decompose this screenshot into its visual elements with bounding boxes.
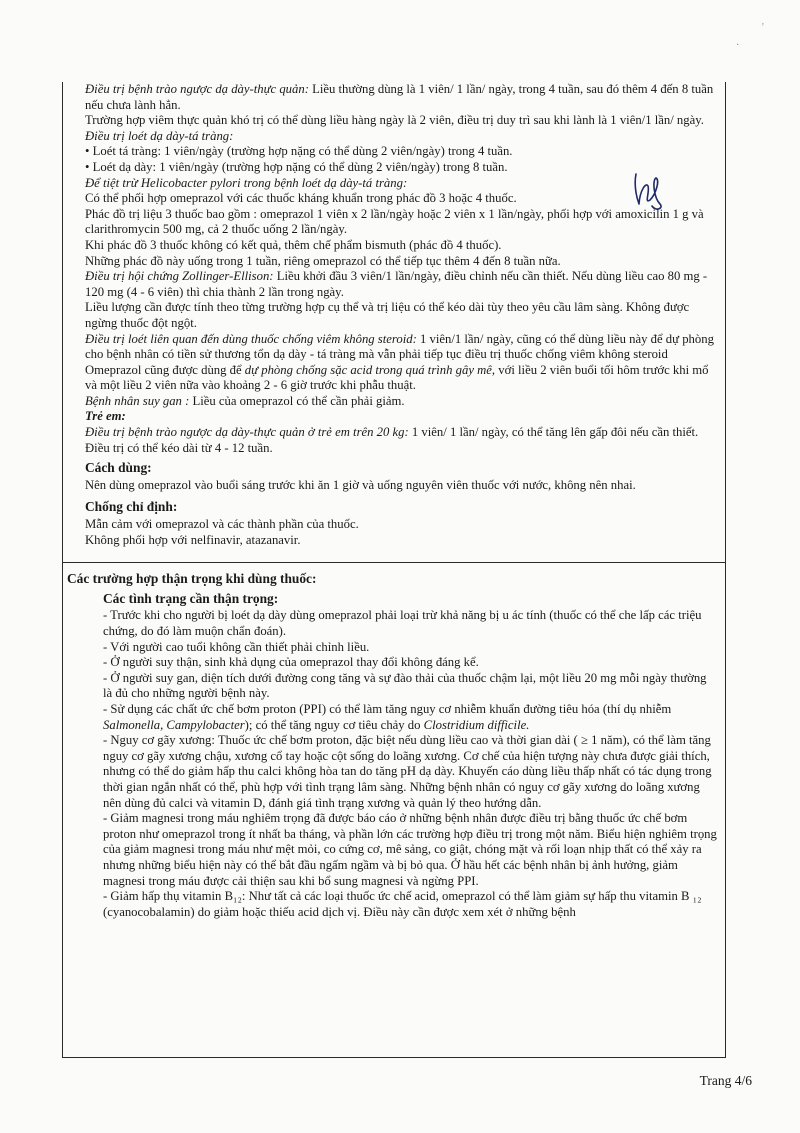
caution-paragraph: [85, 889, 717, 920]
paragraph: [85, 363, 717, 394]
caution-paragraph: [85, 811, 717, 889]
paragraph: [85, 478, 717, 494]
scan-speck: ·: [736, 40, 740, 51]
paragraph: [85, 191, 717, 207]
paragraph: [85, 129, 717, 145]
caution-paragraph: [85, 655, 717, 671]
text-run: - Giảm magnesi trong máu nghiêm trọng đã được báo cáo ở những bệnh nhân được điều trị bằng thuốc ức chế bơm proton như omeprazol trong ít nhất ba tháng, và phần lớn các trường hợp điều trị trong một năm. Biểu hiện nghiêm trọng của giảm magnesi trong máu như mệt mỏi, co cứng cơ, mê sảng, co giật, chóng mặt và rối loạn nhịp thất có thể xảy ra nhưng những biểu hiện này có thể bắt đầu ngấm ngầm và bị bỏ qua. Ở hầu hết các bệnh nhân bị ảnh hưởng, giảm magnesi trong máu được cải thiện sau khi bổ sung magnesi và ngừng PPI.: [103, 811, 717, 888]
text-run: Khi phác đồ 3 thuốc không có kết quả, thêm chế phẩm bismuth (phác đồ 4 thuốc).: [85, 237, 502, 252]
section-heading: [85, 499, 717, 515]
caution-paragraph: [85, 671, 717, 702]
italic-text: Bệnh nhân suy gan :: [85, 393, 190, 408]
text-run: Các tình trạng cần thận trọng:: [103, 590, 279, 606]
scan-speck: ': [762, 22, 764, 33]
italic-text: Clostridium difficile.: [423, 717, 530, 732]
text-run: Liều của omeprazol có thể cần phải giảm.: [189, 393, 405, 408]
paragraph: [85, 332, 717, 363]
text-run: Liều lượng cần được tính theo từng trường hợp cụ thể và trị liệu có thể kéo dài tùy theo yêu cầu lâm sàng. Không được ngừng thuốc đột ngột.: [85, 300, 690, 330]
paragraph: [85, 533, 717, 549]
text-run: Chống chỉ định:: [85, 499, 178, 515]
italic-text: Salmonella, Campylobacter: [103, 717, 245, 732]
italic-text: Điều trị loét liên quan đến dùng thuốc chống viêm không steroid:: [85, 331, 417, 346]
paragraph: [85, 394, 717, 410]
paragraph: [85, 425, 717, 456]
text-run: Nên dùng omeprazol vào buổi sáng trước khi ăn 1 giờ và uống nguyên viên thuốc với nước, không nên nhai.: [85, 477, 636, 492]
text-run: - Giảm hấp thụ vitamin B₁₂: Như tất cả các loại thuốc ức chế acid, omeprazol có thể làm giảm sự hấp thu vitamin B ₁₂ (cyanocobalamin) do giảm hoặc thiếu acid dịch vị. Điều này cần được xem xét ở những bệnh: [103, 889, 702, 919]
text-run: Omeprazol cũng được dùng để: [85, 362, 245, 377]
text-run: Loét dạ dày: 1 viên/ngày (trường hợp nặng có thể dùng 2 viên/ngày) trong 8 tuần.: [92, 159, 508, 174]
text-run: - Nguy cơ gãy xương: Thuốc ức chế bơm proton, đặc biệt nếu dùng liều cao và thời gian dài ( ≥ 1 năm), có thể làm tăng nguy cơ gãy xương chậu, xương cổ tay hoặc cột sống do loãng xương. Cơ chế của hiện tượng này chưa được giải thích, nhưng có thể do giảm hấp thu calci không hòa tan do tăng pH dạ dày. Khuyến cáo dùng liều thấp nhất có tác dụng trong thời gian ngắn nhất có thể, phù hợp với tình trạng lâm sàng. Những bệnh nhân có nguy cơ gãy xương do loãng xương nên dùng đủ calci và vitamin D, đánh giá tình trạng xương và quản lý theo hướng dẫn.: [103, 733, 712, 810]
section-title: [63, 562, 725, 587]
document-frame: [62, 82, 726, 1058]
text-run: Phác đồ trị liệu 3 thuốc bao gồm : omeprazol 1 viên x 2 lần/ngày hoặc 2 viên x 1 lần/ngày, phối hợp với amoxicilin 1 g và clarithromycin 500 mg, cả 2 thuốc uống 2 lần/ngày.: [85, 206, 704, 237]
caution-paragraph: [85, 702, 717, 733]
italic-text: Điều trị loét dạ dày-tá tràng:: [85, 128, 234, 143]
text-run: - Ở người suy thận, sinh khả dụng của omeprazol thay đổi không đáng kể.: [103, 655, 479, 670]
italic-text: Điều trị bệnh trào ngược dạ dày-thực quản:: [85, 82, 309, 96]
text-run: Những phác đồ này uống trong 1 tuần, riêng omeprazol có thể tiếp tục thêm 4 đến 8 tuần nữa.: [85, 253, 561, 268]
text-run: Các trường hợp thận trọng khi dùng thuốc:: [67, 571, 317, 587]
text-run: Loét tá tràng: 1 viên/ngày (trường hợp nặng có thể dùng 2 viên/ngày) trong 4 tuần.: [92, 144, 513, 159]
handwritten-initial: [630, 170, 670, 215]
paragraph: [85, 176, 717, 192]
caution-paragraph: [85, 608, 717, 639]
text-run: - Ở người suy gan, diện tích dưới đường cong tăng và sự đào thải của thuốc chậm lại, một liều 20 mg mỗi ngày thường là đủ cho những người bệnh này.: [103, 670, 707, 701]
text-run: Cách dùng:: [85, 460, 152, 476]
text-run: 1 viên/1 lần/ ngày, cũng có thể dùng liều này để dự phòng cho bệnh nhân có tiền sử thương tổn dạ dày - tá tràng mà vẫn phải tiếp tục điều trị thuốc chống viêm không steroid: [85, 331, 714, 362]
text-run: - Với người cao tuổi không cần thiết phải chỉnh liều.: [103, 639, 370, 654]
paragraph: [85, 254, 717, 270]
text-run: Không phối hợp với nelfinavir, atazanavir.: [85, 532, 301, 547]
text-run: - Trước khi cho người bị loét dạ dày dùng omeprazol phải loại trừ khả năng bị u ác tính (thuốc có thể che lấp các triệu chứng, do đó làm muộn chẩn đoán).: [103, 608, 702, 638]
paragraph: [85, 207, 717, 238]
paragraph: [85, 113, 717, 129]
paragraph: [85, 269, 717, 300]
caution-paragraph: [85, 640, 717, 656]
text-run: Trường hợp viêm thực quản khó trị có thể dùng liều hàng ngày là 2 viên, điều trị duy trì sau khi lành là 1 viên/1 lần/ ngày.: [85, 113, 704, 128]
paragraph: [85, 238, 717, 254]
subsection-heading: [85, 591, 717, 607]
text-run: Có thể phối hợp omeprazol với các thuốc kháng khuẩn trong phác đồ 3 hoặc 4 thuốc.: [85, 191, 517, 206]
text-run: Liều thường dùng là 1 viên/ 1 lần/ ngày, trong 4 tuần, sau đó thêm 4 đến 8 tuần nếu chưa lành hẳn.: [85, 82, 714, 112]
page-number: Trang 4/6: [699, 1073, 752, 1088]
text-run: 1 viên/ 1 lần/ ngày, có thể tăng lên gấp đôi nếu cần thiết. Điều trị có thể kéo dài từ 4 - 12 tuần.: [85, 425, 699, 455]
text-run: Liều khởi đầu 3 viên/1 lần/ngày, điều chỉnh nếu cần thiết. Nếu dùng liều cao 80 mg - 120 mg (4 - 6 viên) thì chia thành 2 lần trong ngày.: [85, 269, 708, 299]
text-run: với liều 2 viên buổi tối hôm trước khi mổ và một liều 2 viên nữa vào khoảng 2 - 6 giờ trước khi phẫu thuật.: [85, 362, 709, 393]
paragraph: [85, 82, 717, 113]
text-run: ); có thể tăng nguy cơ tiêu chảy do: [244, 717, 424, 732]
bullet-item: [85, 144, 717, 160]
italic-text: Điều trị hội chứng Zollinger-Ellison:: [85, 269, 274, 284]
paragraph: [85, 300, 717, 331]
bullet-item: [85, 160, 717, 176]
italic-text: Điều trị bệnh trào ngược dạ dày-thực quản ở trẻ em trên 20 kg:: [85, 425, 409, 440]
document-body: [63, 82, 725, 920]
italic-text: Để tiệt trừ Helicobacter pylori trong bệnh loét dạ dày-tá tràng:: [85, 175, 408, 190]
text-run: - Sử dụng các chất ức chế bơm proton (PPI) có thể làm tăng nguy cơ nhiễm khuẩn đường tiêu hóa (thí dụ nhiễm: [103, 701, 672, 716]
italic-text: Trẻ em:: [85, 409, 126, 424]
paragraph: [85, 517, 717, 533]
caution-paragraph: [85, 733, 717, 811]
paragraph: [85, 409, 717, 425]
section-heading: [85, 460, 717, 476]
italic-text: dự phòng chống sặc acid trong quá trình gây mê,: [244, 362, 496, 377]
text-run: Mẫn cảm với omeprazol và các thành phần của thuốc.: [85, 517, 359, 532]
